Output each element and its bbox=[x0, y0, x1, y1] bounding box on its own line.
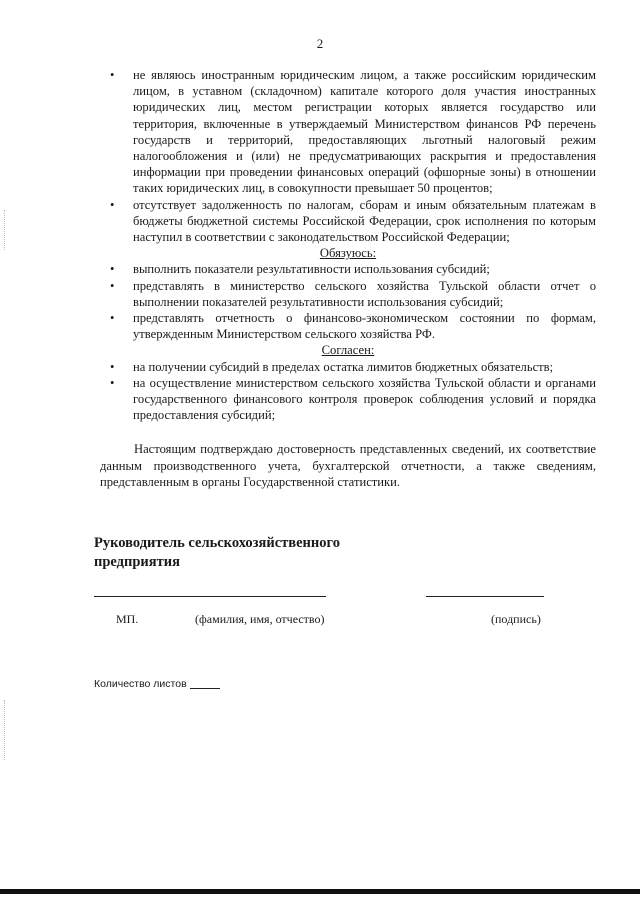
scan-edge-mark bbox=[4, 700, 5, 760]
document-body bbox=[100, 67, 596, 490]
signatory-title-line: Руководитель сельскохозяйственного bbox=[94, 535, 340, 551]
section-heading-agree: Согласен: bbox=[321, 343, 375, 358]
stamp-label: МП. bbox=[116, 612, 139, 626]
list-item bbox=[100, 310, 596, 342]
bullet-icon: • bbox=[110, 375, 115, 390]
scan-bottom-edge bbox=[0, 889, 640, 894]
list-item-text: выполнить показатели результативности использования субсидий; bbox=[133, 262, 490, 277]
list-item-text: на осуществление министерством сельского хозяйства Тульской области и органами государственного финансового контроля проверок соблюдения условий и порядка предоставления субсидий; bbox=[133, 375, 596, 423]
bullet-icon: • bbox=[110, 262, 115, 277]
signatory-title-line: предприятия bbox=[94, 554, 180, 570]
list-item bbox=[100, 359, 596, 375]
list-item bbox=[100, 197, 596, 246]
list-item-text: представлять в министерство сельского хозяйства Тульской области отчет о выполнении показателей результативности использования субсидий; bbox=[133, 278, 596, 309]
bullet-icon: • bbox=[110, 359, 115, 374]
page-number: 2 bbox=[316, 36, 324, 51]
bullet-icon: • bbox=[110, 68, 115, 82]
signatory-title bbox=[94, 534, 340, 572]
scan-edge-mark bbox=[4, 210, 5, 250]
confirmation-paragraph: Настоящим подтверждаю достоверность представленных сведений, их соответствие данным производственного учета, бухгалтерской отчетности, а также сведениям, представленным в органы Государственной статистики. bbox=[100, 442, 596, 489]
bullet-icon: • bbox=[110, 278, 115, 293]
section-heading-obligate: Обязуюсь: bbox=[319, 246, 377, 261]
name-signature-line bbox=[94, 596, 326, 597]
list-item bbox=[100, 67, 596, 197]
bullet-icon: • bbox=[110, 311, 115, 326]
list-item-text: отсутствует задолженность по налогам, сборам и иным обязательным платежам в бюджеты бюджетной системы Российской Федерации, срок исполнения по которым наступил в соответствии с законодательством Российской Федерации; bbox=[133, 197, 596, 245]
list-item bbox=[100, 278, 596, 310]
bullet-icon: • bbox=[110, 197, 115, 212]
list-item bbox=[100, 261, 596, 277]
list-item bbox=[100, 375, 596, 424]
signature-line bbox=[426, 596, 544, 597]
list-item-text: не являюсь иностранным юридическим лицом, а также российским юридическим лицом, в уставном (складочном) капитале которого доля участия иностранных юридических лиц, местом регистрации которых является государство или территория, включенные в утверждаемый Министерством финансов РФ перечень государств и территорий, предоставляющих льготный налоговый режим налогообложения и (или) не предусматривающих раскрытия и предоставления информации при проведении финансовых операций (офшорные зоны) в отношении таких юридических лиц, в совокупности превышает 50 процентов; bbox=[133, 68, 596, 196]
signature-caption: (подпись) bbox=[491, 612, 541, 626]
list-item-text: на получении субсидий в пределах остатка лимитов бюджетных обязательств; bbox=[133, 359, 554, 374]
sheets-count bbox=[94, 678, 220, 690]
name-caption: (фамилия, имя, отчество) bbox=[195, 612, 325, 626]
sheets-count-label: Количество листов bbox=[94, 678, 187, 690]
list-item-text: представлять отчетность о финансово-экономическом состоянии по формам, утвержденным Министерством сельского хозяйства РФ. bbox=[133, 311, 596, 342]
sheets-count-blank bbox=[190, 688, 220, 689]
